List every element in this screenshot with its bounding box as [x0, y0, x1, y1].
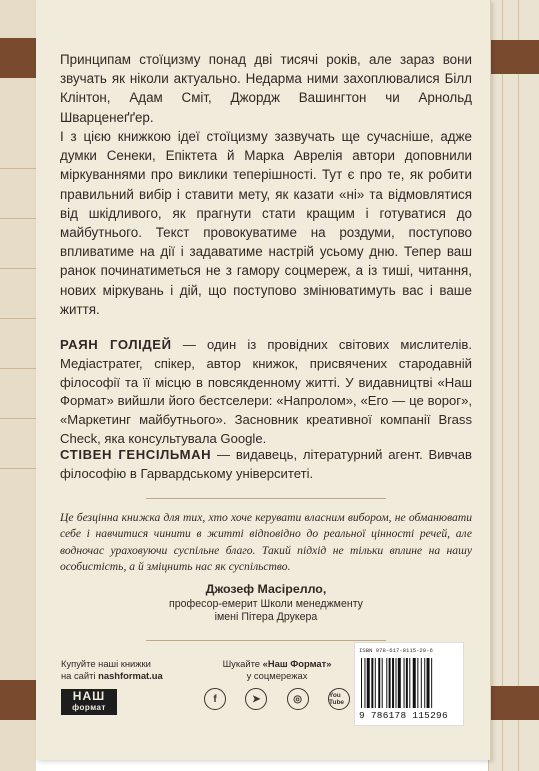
- book-spine: [0, 0, 36, 771]
- instagram-icon[interactable]: ◎: [287, 688, 309, 710]
- barcode-bar: [364, 658, 365, 708]
- barcode-bar: [371, 658, 373, 708]
- barcode-bar: [424, 658, 425, 708]
- quote-author-title: професор-емерит Школи менеджменту імені Пітера Друкера: [169, 598, 363, 623]
- spine-line: [0, 418, 36, 419]
- barcode-bar: [375, 658, 376, 708]
- social-info: Шукайте «Наш Формат» у соцмережах: [222, 658, 332, 682]
- author-name: РАЯН ГОЛІДЕЙ: [60, 337, 172, 352]
- spine-line: [0, 168, 36, 169]
- author-name: СТІВЕН ГЕНСІЛЬМАН: [60, 447, 212, 462]
- barcode-bar: [431, 658, 432, 708]
- barcode-bar: [421, 658, 422, 708]
- edge-band: [488, 40, 539, 74]
- spine-line: [0, 368, 36, 369]
- spine-line: [0, 468, 36, 469]
- barcode-bar: [389, 658, 391, 708]
- page-edges: [488, 0, 539, 771]
- edge-band: [488, 686, 539, 720]
- social-icons: [202, 688, 352, 710]
- intro-paragraph-2: І з цією книжкою ідеї стоїцизму зазвучать ще сучасніше, адже думки Сенеки, Епіктета й Марка Аврелія автори доповнили міркуваннями про виклики теперішності. Тут є про те, як робити правильний вибір і ставити мету, як казати «ні» та відмовлятися від шкідливого, як прагнути стати кращим і готуватися до майбутнього. Текст провокуватиме на роздуми, поступово впливатиме на дії і задаватиме настрій усьому дню. Тепер ваш ранок починатиметься не з гамору соцмереж, а із тиші, читання, нових міркувань і дій, що поступово змінюватимуть вас і ваше життя.: [60, 129, 472, 317]
- facebook-icon[interactable]: f: [204, 688, 226, 710]
- barcode-bar: [382, 658, 383, 708]
- separator-line: [146, 640, 386, 641]
- intro-paragraph-1: Принципам стоїцизму понад дві тисячі років, але зараз вони звучать як ніколи актуально. Недарма ними захоплювалися Білл Клінтон, Адам Сміт, Джордж Вашингтон чи Арнольд Шварценеґґер.: [60, 52, 472, 125]
- barcode-bar: [386, 658, 387, 708]
- barcode-bar: [396, 658, 397, 708]
- spine-line: [0, 268, 36, 269]
- barcode-bar: [367, 658, 370, 708]
- publisher-logo: НАШ формат: [61, 689, 117, 715]
- buy-info: Купуйте наші книжки на сайті nashformat.ua: [61, 658, 163, 682]
- spine-band: [0, 680, 36, 720]
- author-bio-2: [60, 446, 472, 484]
- website-link[interactable]: nashformat.ua: [98, 670, 163, 682]
- barcode-bar: [406, 658, 408, 708]
- barcode-bar: [409, 658, 410, 708]
- youtube-icon[interactable]: You Tube: [328, 688, 350, 710]
- barcode-bar: [417, 658, 418, 708]
- barcode-bar: [361, 658, 362, 708]
- barcode-bar: [378, 658, 380, 708]
- quote-author: Джозеф Масірелло,: [205, 582, 327, 596]
- author-bio-text: — один із провідних світових мислителів. Медіастратег, спікер, автор книжок, присвячених стародавній філософії та її місцю в повсякденному житті. У видавництві «Наш Формат» вийшли його бестселери: «Напролом», «Его — це ворог», «Маркетинг майбутнього». Засновник креативної компанії Brass Check, яка консультувала Google.: [60, 337, 472, 446]
- barcode-bar: [404, 658, 405, 708]
- back-cover: [36, 0, 491, 760]
- spine-band: [0, 38, 36, 78]
- barcode-number: 9 786178 115296: [359, 710, 448, 721]
- separator-line: [146, 498, 386, 499]
- barcode-bar: [427, 658, 430, 708]
- spine-line: [0, 318, 36, 319]
- telegram-icon[interactable]: ➤: [245, 688, 267, 710]
- barcode-bar: [392, 658, 394, 708]
- isbn-barcode: [354, 642, 464, 726]
- barcode-bar: [413, 658, 416, 708]
- endorsement-quote: Це безцінна книжка для тих, хто хоче керувати власним вибором, не обманювати себе і навчитися чинити в житті відповідно до реальної цінності речей, але водночас ураховуючи суспільне благо. Такий підхід не тільки вплине на нашу особистість, а й зміцнить нас як суспільство.: [60, 511, 472, 574]
- spine-line: [0, 218, 36, 219]
- barcode-bars: [361, 658, 459, 708]
- author-bio-1: [60, 336, 472, 449]
- isbn-text: ISBN 978-617-8115-29-6: [359, 647, 433, 654]
- barcode-bar: [398, 658, 401, 708]
- author-bio-text: — видавець, літературний агент. Вивчав філософію в Гарвардському університеті.: [60, 447, 472, 481]
